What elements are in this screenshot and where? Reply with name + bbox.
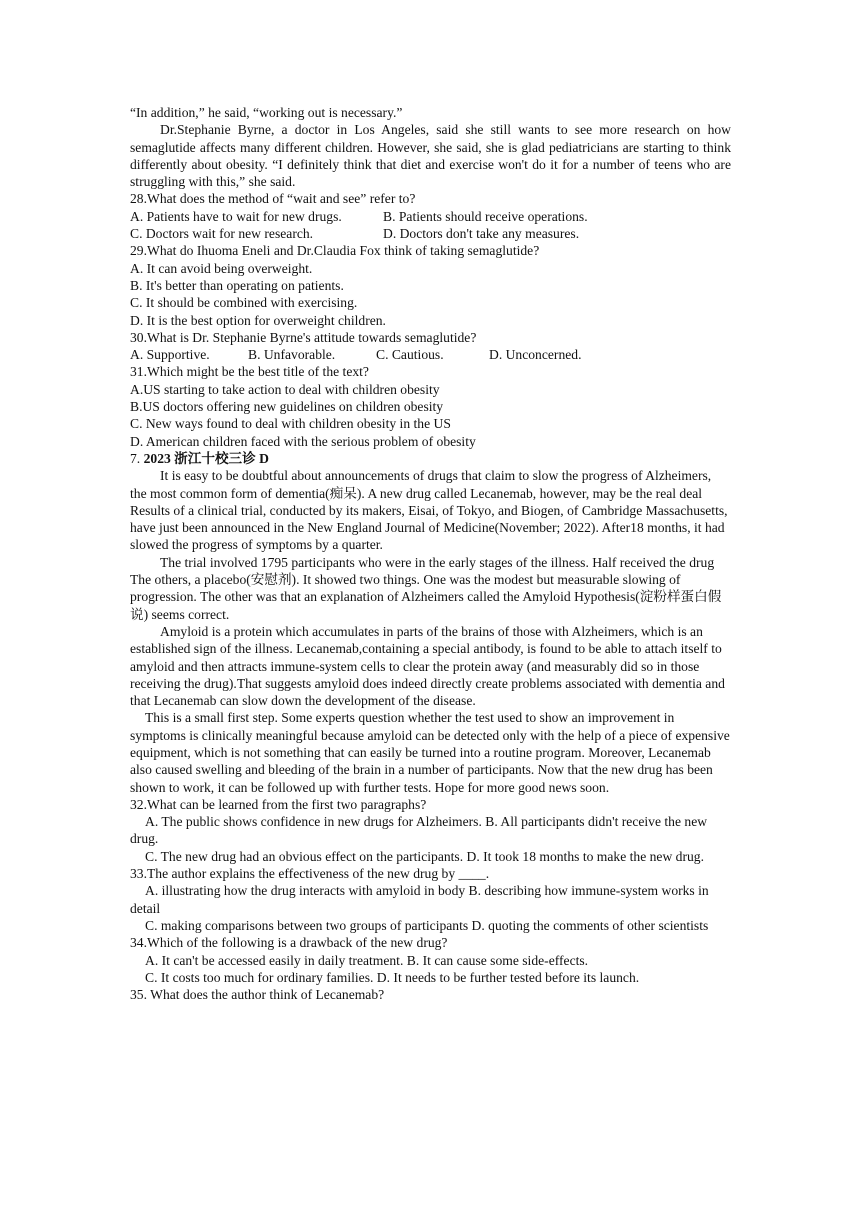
option-d: D. Doctors don't take any measures.	[383, 226, 580, 242]
question-stem: 34.Which of the following is a drawback of the new drug?	[130, 935, 448, 951]
question-34	[130, 934, 731, 986]
prev-passage-p1: “In addition,” he said, “working out is necessary.”	[130, 105, 403, 120]
section-title: 2023 浙江十校三诊 D	[143, 450, 269, 466]
passage-paragraph-4: This is a small first step. Some experts question whether the test used to show an improvement in symptoms is clinically meaningful because amyloid can be detected only with the help of a piece of expensive equipment, which is not something that can easily be turned into a routine program. Moreover, Lecanemab also caused swelling and bleeding of the brain in a number of participants. Now that the new drug has been shown to work, it can be followed up with further tests. Hope for more good news soon.	[130, 710, 730, 795]
option-row	[130, 225, 731, 242]
document-content	[130, 104, 731, 1003]
option-a: A. Supportive.	[130, 347, 210, 363]
options-cd: C. The new drug had an obvious effect on the participants. D. It took 18 months to make the new drug.	[145, 848, 704, 864]
options-ab: A. The public shows confidence in new drugs for Alzheimers. B. All participants didn't receive the new drug.	[130, 814, 708, 847]
question-33	[130, 865, 731, 934]
options-cd: C. making comparisons between two groups of participants D. quoting the comments of other scientists	[145, 917, 709, 933]
question-31	[130, 363, 731, 449]
option-c: C. Doctors wait for new research.	[130, 226, 314, 242]
option-b: B. It's better than operating on patients.	[130, 277, 344, 293]
question-stem: 29.What do Ihuoma Eneli and Dr.Claudia Fox think of taking semaglutide?	[130, 243, 540, 259]
question-stem: 28.What does the method of “wait and see” refer to?	[130, 191, 416, 207]
option-a: A. Patients have to wait for new drugs.	[130, 208, 342, 224]
option-b: B. Unfavorable.	[248, 347, 336, 363]
option-a: A.US starting to take action to deal with children obesity	[130, 381, 440, 397]
question-stem: 35. What does the author think of Lecanemab?	[130, 987, 385, 1003]
section-number: 7.	[130, 450, 144, 466]
option-b: B. Patients should receive operations.	[383, 208, 588, 224]
option-b: B.US doctors offering new guidelines on children obesity	[130, 399, 444, 415]
option-d: D. American children faced with the serious problem of obesity	[130, 433, 476, 449]
question-29	[130, 242, 731, 328]
option-row	[130, 346, 731, 363]
options-ab: A. It can't be accessed easily in daily treatment. B. It can cause some side-effects.	[145, 952, 589, 968]
passage-paragraph-3: Amyloid is a protein which accumulates in parts of the brains of those with Alzheimers, which is an established sign of the illness. Lecanemab,containing a special antibody, is found to be able to attach itself to amyloid and then attracts immune-system cells to clear the protein away (and measurably did so in those receiving the drug).That suggests amyloid does indeed directly create problems associated with dementia and that Lecanemab can slow down the development of the disease.	[130, 623, 725, 709]
section-heading	[130, 450, 731, 467]
passage-paragraph-1: It is easy to be doubtful about announcements of drugs that claim to slow the progress of Alzheimers, the most common form of dementia(痴呆). A new drug called Lecanemab, however, may be the real deal Results of a clinical trial, conducted by its makers, Eisai, of Tokyo, and Biogen, of Cambridge Massachusetts, have just been announced in the New England Journal of Medicine(November; 2022). After18 months, it had slowed the progress of symptoms by a quarter.	[130, 468, 728, 553]
question-stem: 33.The author explains the effectiveness of the new drug by ____.	[130, 866, 490, 882]
question-30	[130, 329, 731, 364]
options-ab: A. illustrating how the drug interacts with amyloid in body B. describing how immune-system works in detail	[130, 883, 709, 916]
question-stem: 30.What is Dr. Stephanie Byrne's attitude towards semaglutide?	[130, 329, 477, 345]
prev-passage-p2: Dr.Stephanie Byrne, a doctor in Los Angeles, said she still wants to see more research on how semaglutide affects many different children. However, she said, she is glad pediatricians are starting to think differently about obesity. “I definitely think that diet and exercise won't do it for a number of teens who are struggling with this,” she said.	[130, 122, 731, 190]
passage-paragraph-2: The trial involved 1795 participants who were in the early stages of the illness. Half received the drug The others, a placebo(安慰剂). It showed two things. One was the modest but measurable slowing of progression. The other was that an explanation of Alzheimers called the Amyloid Hypothesis(淀粉样蛋白假说) seems correct.	[130, 554, 722, 622]
question-35	[130, 986, 731, 1003]
option-d: D. Unconcerned.	[489, 347, 582, 363]
option-row	[130, 208, 731, 225]
question-28	[130, 190, 731, 242]
question-32	[130, 796, 731, 865]
question-stem: 31.Which might be the best title of the text?	[130, 364, 369, 380]
option-a: A. It can avoid being overweight.	[130, 260, 313, 276]
option-c: C. New ways found to deal with children obesity in the US	[130, 416, 451, 432]
options-cd: C. It costs too much for ordinary families. D. It needs to be further tested before its launch.	[145, 969, 640, 985]
question-stem: 32.What can be learned from the first two paragraphs?	[130, 796, 427, 812]
option-d: D. It is the best option for overweight children.	[130, 312, 386, 328]
option-c: C. Cautious.	[376, 347, 444, 363]
option-c: C. It should be combined with exercising.	[130, 295, 358, 311]
